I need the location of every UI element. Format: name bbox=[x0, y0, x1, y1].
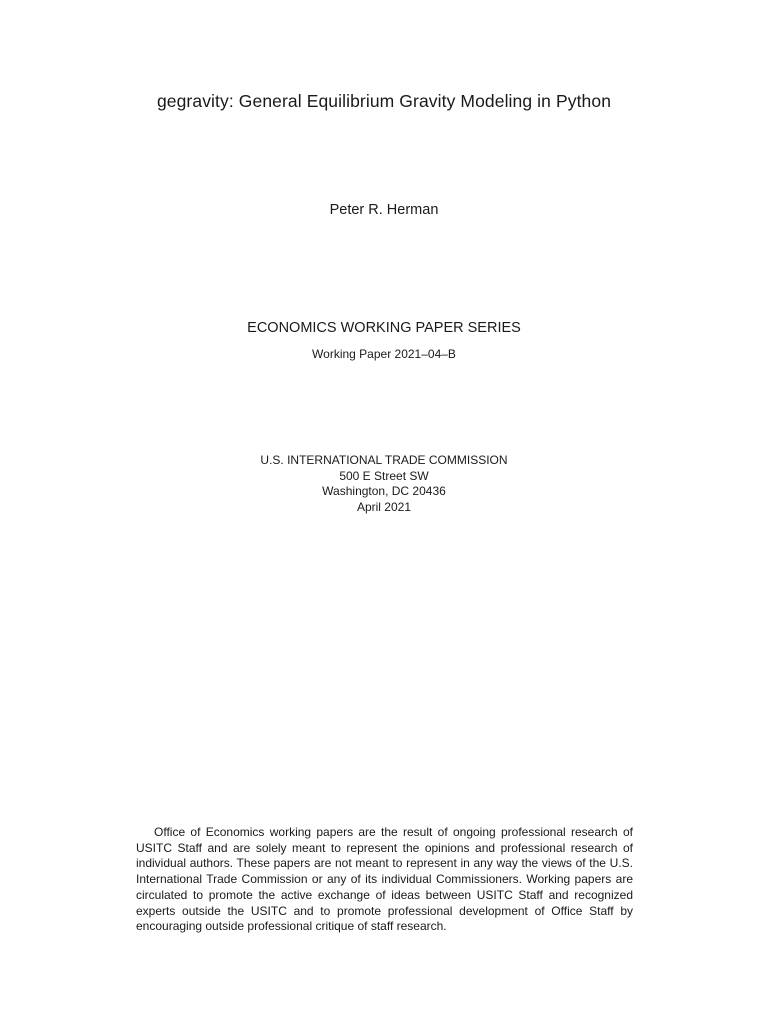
institution-street: 500 E Street SW bbox=[339, 468, 429, 483]
disclaimer-paragraph: Office of Economics working papers are the result of ongoing professional research of USITC Staff and are solely meant to represent the opinions and professional research of individual authors. These papers are not meant to represent in any way the views of the U.S. International Trade Commission or any of its individual Commissioners. Working papers are circulated to promote the active exchange of ideas between USITC Staff and recognized experts outside the USITC and to promote professional development of Office Staff by encouraging outside professional critique of staff research. bbox=[136, 825, 633, 934]
working-paper-number: Working Paper 2021–04–B bbox=[312, 347, 456, 361]
author-name: Peter R. Herman bbox=[329, 202, 439, 218]
institution-city: Washington, DC 20436 bbox=[322, 484, 446, 498]
institution-address bbox=[0, 453, 768, 515]
paper-title: gegravity: General Equilibrium Gravity Modeling in Python bbox=[156, 91, 612, 111]
institution-name: U.S. INTERNATIONAL TRADE COMMISSION bbox=[260, 453, 508, 467]
publication-date: April 2021 bbox=[356, 499, 412, 514]
series-name: ECONOMICS WORKING PAPER SERIES bbox=[247, 320, 521, 336]
